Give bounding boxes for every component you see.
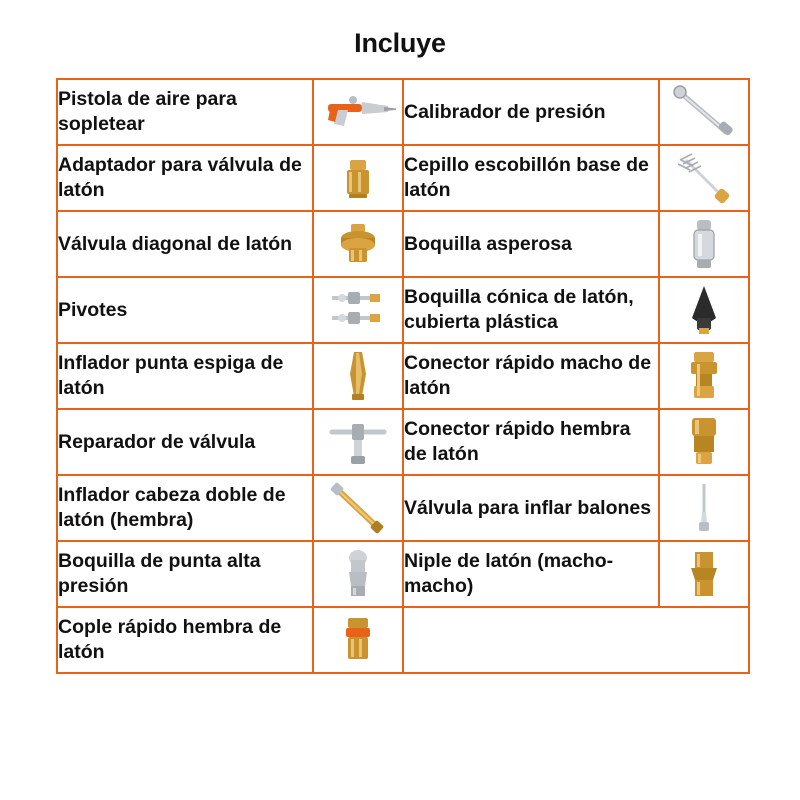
item-label-cell: Inflador cabeza doble de latón (hembra) xyxy=(57,475,313,541)
item-label-cell: Pivotes xyxy=(57,277,313,343)
item-image-cell xyxy=(313,145,403,211)
item-label-cell: Adaptador para válvula de latón xyxy=(57,145,313,211)
item-image-cell xyxy=(659,541,749,607)
item-image-cell xyxy=(313,277,403,343)
item-image-cell xyxy=(659,145,749,211)
table-row xyxy=(57,343,749,409)
table-row xyxy=(57,409,749,475)
item-image-cell xyxy=(313,409,403,475)
pivots-icon xyxy=(314,278,402,342)
item-image-cell xyxy=(313,79,403,145)
quick-connector-male-icon xyxy=(660,344,748,408)
item-label-cell: Calibrador de presión xyxy=(403,79,659,145)
quick-connector-female-icon xyxy=(660,410,748,474)
empty-cell xyxy=(659,607,749,673)
table-row xyxy=(57,211,749,277)
page-title: Incluye xyxy=(354,28,446,58)
item-label-cell: Pistola de aire para sopletear xyxy=(57,79,313,145)
table-row xyxy=(57,79,749,145)
double-head-inflator-icon xyxy=(314,476,402,540)
item-image-cell xyxy=(659,343,749,409)
empty-cell xyxy=(403,607,659,673)
table-row xyxy=(57,475,749,541)
pressure-gauge-wand-icon xyxy=(660,80,748,144)
item-label-cell: Conector rápido hembra de latón xyxy=(403,409,659,475)
item-image-cell xyxy=(659,409,749,475)
item-image-cell xyxy=(659,475,749,541)
item-label-cell: Cepillo escobillón base de latón xyxy=(403,145,659,211)
item-image-cell xyxy=(313,343,403,409)
high-pressure-nozzle-icon xyxy=(314,542,402,606)
valve-repair-tool-icon xyxy=(314,410,402,474)
item-label-cell: Boquilla de punta alta presión xyxy=(57,541,313,607)
item-image-cell xyxy=(313,607,403,673)
item-image-cell xyxy=(659,277,749,343)
item-label-cell: Válvula para inflar balones xyxy=(403,475,659,541)
item-label-cell: Válvula diagonal de latón xyxy=(57,211,313,277)
ball-needle-icon xyxy=(660,476,748,540)
item-image-cell xyxy=(313,541,403,607)
air-blow-gun-icon xyxy=(314,80,402,144)
brass-nipple-icon xyxy=(660,542,748,606)
table-row xyxy=(57,277,749,343)
item-label-cell: Cople rápido hembra de latón xyxy=(57,607,313,673)
brass-diagonal-valve-icon xyxy=(314,212,402,276)
item-label-cell: Niple de latón (macho-macho) xyxy=(403,541,659,607)
rough-nozzle-icon xyxy=(660,212,748,276)
brass-tapered-inflator-icon xyxy=(314,344,402,408)
conical-nozzle-icon xyxy=(660,278,748,342)
item-image-cell xyxy=(659,211,749,277)
item-label-cell: Reparador de válvula xyxy=(57,409,313,475)
brass-brush-icon xyxy=(660,146,748,210)
item-image-cell xyxy=(659,79,749,145)
table-row xyxy=(57,145,749,211)
item-label-cell: Inflador punta espiga de latón xyxy=(57,343,313,409)
item-image-cell xyxy=(313,211,403,277)
quick-coupler-female-icon xyxy=(314,608,402,672)
table-row xyxy=(57,607,749,673)
item-image-cell xyxy=(313,475,403,541)
item-label-cell: Conector rápido macho de latón xyxy=(403,343,659,409)
brass-valve-adapter-icon xyxy=(314,146,402,210)
item-label-cell: Boquilla cónica de latón, cubierta plástica xyxy=(403,277,659,343)
table-row xyxy=(57,541,749,607)
kit-contents-table xyxy=(56,78,750,674)
item-label-cell: Boquilla asperosa xyxy=(403,211,659,277)
